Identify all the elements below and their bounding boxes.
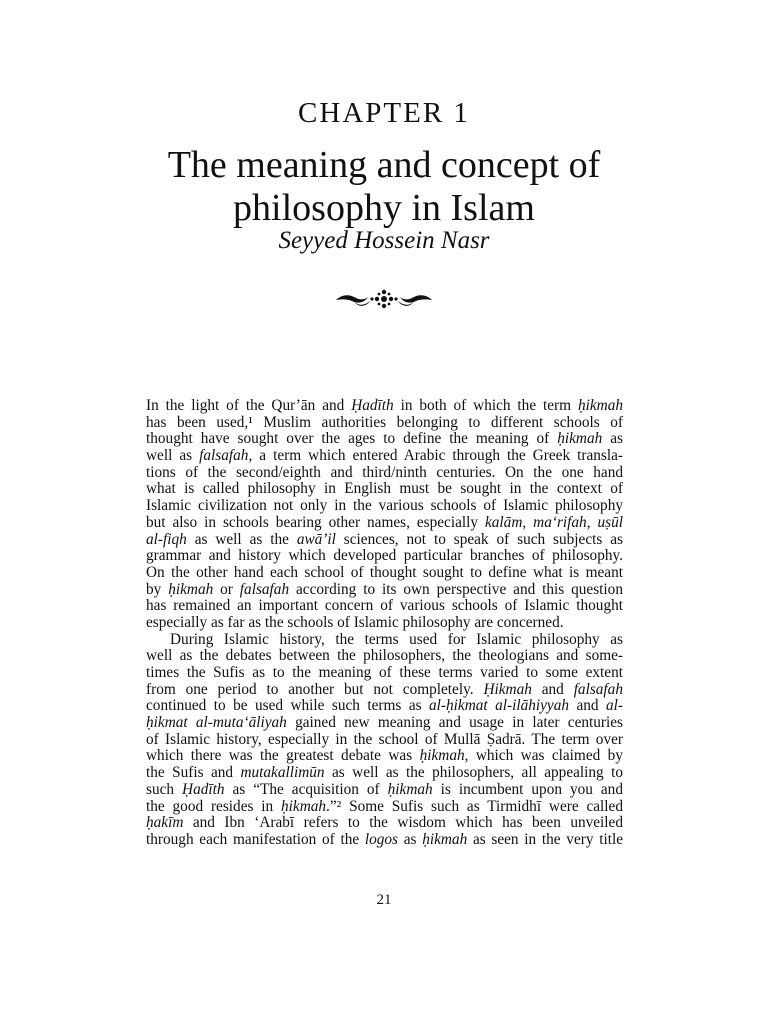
chapter-title [0, 144, 768, 230]
chapter-author: Seyyed Hossein Nasr [278, 227, 490, 254]
text-line: al-fiqh as well as the awā’il sciences, not to speak of such subjects as [146, 531, 623, 548]
text-line: ḥakīm and Ibn ‘Arabī refers to the wisdom which has been unveiled [146, 815, 623, 832]
text-line: from one period to another but not completely. Ḥikmah and falsafah [146, 681, 623, 698]
page-number: 21 [376, 892, 392, 908]
paragraph-1 [146, 398, 623, 632]
paragraph-2 [146, 632, 623, 849]
text-line: In the light of the Qur’ān and Ḥadīth in both of which the term ḥikmah [146, 398, 623, 414]
text-line: what is called philosophy in English must be sought in the context of [146, 481, 623, 498]
chapter-title-line-2: philosophy in Islam [233, 187, 535, 229]
text-line: During Islamic history, the terms used for Islamic philosophy as [170, 631, 623, 648]
text-line: well as the debates between the philosophers, the theologians and some- [146, 648, 623, 665]
text-line: of Islamic history, especially in the school of Mullā Ṣadrā. The term over [146, 731, 623, 748]
text-line: the Sufis and mutakallimūn as well as the philosophers, all appealing to [146, 765, 623, 782]
text-line: Islamic civilization not only in the various schools of Islamic philosophy [146, 498, 623, 515]
text-line: tions of the second/eighth and third/ninth centuries. On the one hand [146, 464, 623, 481]
text-line: has been used,¹ Muslim authorities belonging to different schools of [146, 414, 623, 431]
text-line: grammar and history which developed particular branches of philosophy. [146, 548, 623, 565]
text-line: thought have sought over the ages to define the meaning of ḥikmah as [146, 431, 623, 448]
text-line: On the other hand each school of thought sought to define what is meant [146, 564, 623, 581]
text-line: by ḥikmah or falsafah according to its own perspective and this question [146, 581, 623, 598]
chapter-title-line-1: The meaning and concept of [167, 144, 601, 186]
text-line: has remained an important concern of various schools of Islamic thought [146, 598, 623, 615]
text-line: but also in schools bearing other names, especially kalām, ma‘rifah, uṣūl [146, 514, 623, 531]
chapter-label: CHAPTER 1 [298, 97, 470, 129]
text-line: continued to be used while such terms as al-ḥikmat al-ilāhiyyah and al- [146, 698, 623, 715]
body-text [146, 398, 623, 849]
text-line: which there was the greatest debate was ḥikmah, which was claimed by [146, 748, 623, 765]
fleuron-ornament-icon [334, 286, 434, 312]
text-line: through each manifestation of the logos as ḥikmah as seen in the very title [146, 831, 623, 848]
text-line: such Ḥadīth as “The acquisition of ḥikmah is incumbent upon you and [146, 781, 623, 798]
text-line: the good resides in ḥikmah.”² Some Sufis such as Tirmidhī were called [146, 798, 623, 815]
text-line: times the Sufis as to the meaning of these terms varied to some extent [146, 665, 623, 681]
text-line: well as falsafah, a term which entered Arabic through the Greek transla- [146, 448, 623, 465]
text-line: ḥikmat al-muta‘āliyah gained new meaning and usage in later centuries [146, 715, 623, 732]
text-line: especially as far as the schools of Islamic philosophy are concerned. [146, 614, 564, 631]
